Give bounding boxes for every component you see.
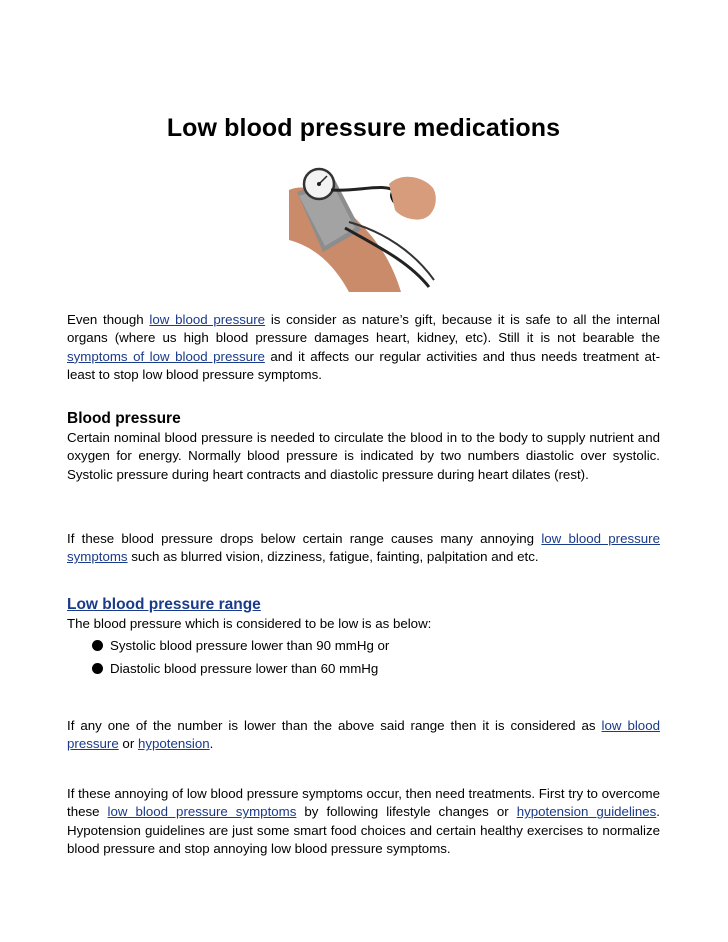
blood-pressure-heading: Blood pressure	[67, 410, 181, 427]
range-text-3: .	[209, 736, 214, 752]
low-blood-pressure-link[interactable]: low blood pressure	[149, 312, 266, 327]
list-item: Diastolic blood pressure lower than 60 mmHg	[67, 657, 660, 680]
range-paragraph	[67, 717, 660, 754]
intro-text-2: is consider as nature’s gift, because it is safe to all the internal organs (where us high blood pressure damages heart, kidney, etc). Still it is not bearable the	[67, 312, 661, 346]
final-text-3: . Hypotension guidelines are just some smart food choices and certain healthy exercises to normalize blood pressure and stop annoying low blood pressure symptoms.	[67, 804, 660, 857]
final-text-1: If these annoying of low blood pressure symptoms occur, then need treatments. First try to overcome these	[67, 786, 660, 820]
range-heading-link[interactable]: Low blood pressure range	[67, 596, 261, 613]
final-text-2: by following lifestyle changes or	[296, 804, 517, 820]
intro-text-3: and it affects our regular activities and thus needs treatment at-least to stop low blood pressure symptoms.	[67, 348, 661, 383]
final-paragraph	[67, 785, 660, 859]
symptoms-link[interactable]: symptoms of low blood pressure	[67, 348, 265, 364]
symptoms-text-1: If these blood pressure drops below certain range causes many annoying	[67, 531, 542, 546]
range-list	[67, 634, 660, 680]
blood-pressure-cuff-image	[289, 152, 439, 292]
hypotension-guidelines-link[interactable]: hypotension guidelines	[516, 804, 657, 820]
intro-paragraph	[67, 311, 660, 385]
hypotension-link[interactable]: hypotension	[137, 736, 210, 752]
symptoms-link-2[interactable]: low blood pressure symptoms	[67, 531, 661, 565]
symptoms-link-3[interactable]: low blood pressure symptoms	[107, 804, 297, 820]
bullet-icon	[92, 640, 103, 651]
low-blood-pressure-link-2[interactable]: low blood pressure	[67, 718, 660, 752]
range-intro: The blood pressure which is considered to be low is as below:	[67, 616, 432, 631]
bullet-icon	[92, 663, 103, 674]
symptoms-text-2: such as blurred vision, dizziness, fatigue, fainting, palpitation and etc.	[127, 549, 539, 565]
range-text-1: If any one of the number is lower than the above said range then it is considered as	[67, 718, 602, 733]
blood-pressure-section	[67, 409, 660, 484]
page-title: Low blood pressure medications	[166, 114, 561, 142]
list-item: Systolic blood pressure lower than 90 mmHg or	[67, 634, 660, 657]
range-section	[67, 595, 660, 680]
range-text-2: or	[118, 736, 138, 752]
intro-text-1: Even though	[67, 312, 150, 327]
symptoms-paragraph	[67, 530, 660, 567]
blood-pressure-paragraph: Certain nominal blood pressure is needed to circulate the blood in to the body to supply nutrient and oxygen for energy. Normally blood pressure is indicated by two numbers diastolic over systolic. Systolic pressure during heart contracts and diastolic pressure during heart dilates (rest).	[67, 430, 660, 482]
